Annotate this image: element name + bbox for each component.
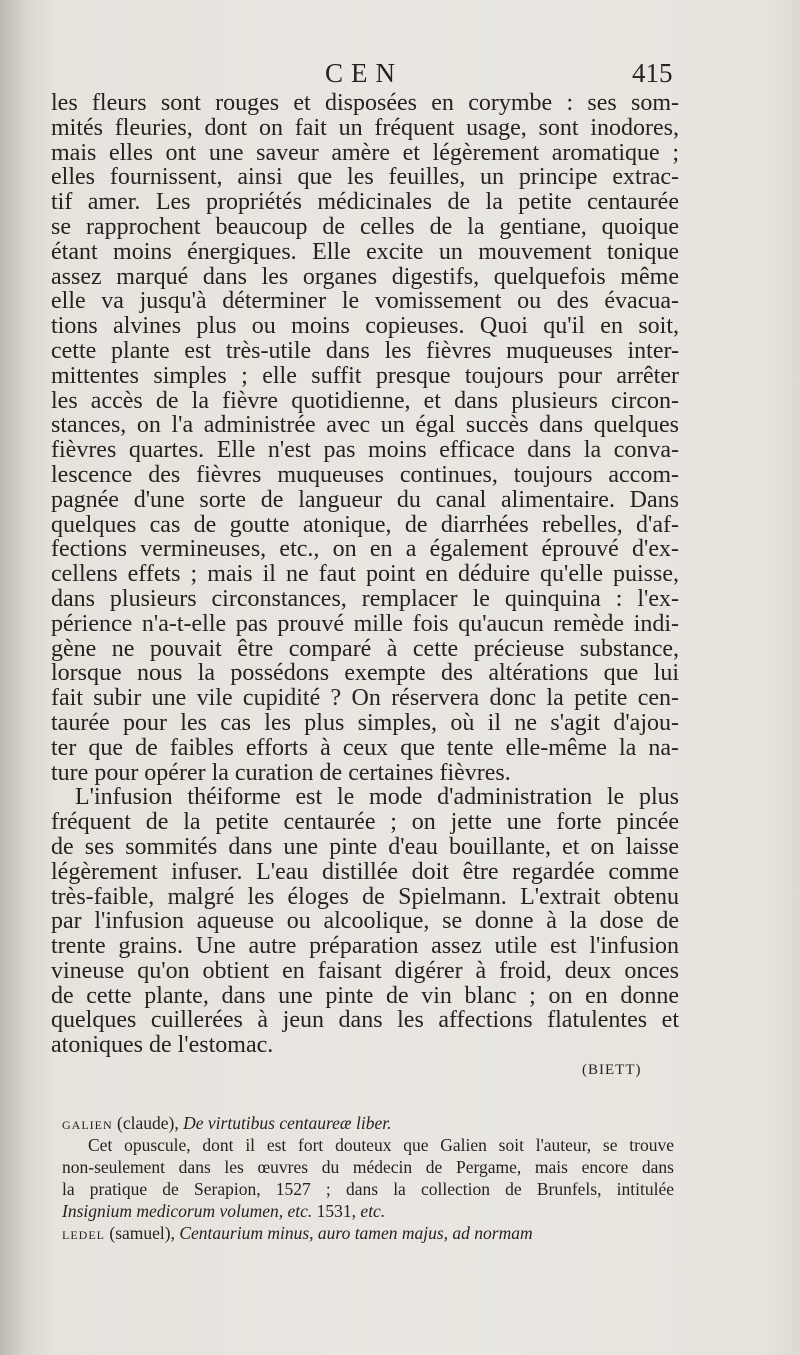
text-line: périence n'a-t-elle pas prouvé mille fois qu'aucun remède indi-	[51, 610, 679, 637]
text-line: mittentes simples ; elle suffit presque toujours pour arrêter	[51, 362, 679, 389]
biblio-note-line: non-seulement dans les œuvres du médecin de Pergame, mais encore dans	[62, 1157, 674, 1177]
biblio-note-line: Cet opuscule, dont il est fort douteux que Galien soit l'auteur, se trouve	[88, 1135, 674, 1155]
text-line: elles fournissent, ainsi que les feuilles, un principe extrac-	[51, 164, 679, 191]
article-body	[51, 91, 679, 1058]
text-line: L'infusion théiforme est le mode d'administration le plus	[75, 784, 679, 811]
author-signature: (BIETT)	[582, 1062, 642, 1078]
bibliography	[62, 1112, 674, 1244]
text-line: ture pour opérer la curation de certaines fièvres.	[51, 759, 511, 786]
biblio-title: Centaurium minus, auro tamen majus, ad normam	[179, 1223, 533, 1243]
text-line: dans plusieurs circonstances, remplacer le quinquina : l'ex-	[51, 585, 679, 612]
text-line: tions alvines plus ou moins copieuses. Quoi qu'il en soit,	[51, 313, 679, 340]
biblio-author: GALIEN	[62, 1118, 113, 1132]
text-line: fièvres quartes. Elle n'est pas moins efficace dans la conva-	[51, 437, 679, 464]
text-line: mités fleuries, dont on fait un fréquent usage, sont inodores,	[51, 114, 679, 141]
biblio-entry-ledel	[62, 1222, 674, 1244]
text-line: lescence des fièvres muqueuses continues, toujours accom-	[51, 461, 679, 488]
text-line: fait subir une vile cupidité ? On réservera donc la petite cen-	[51, 685, 679, 712]
text-line: stances, on l'a administrée avec un égal succès dans quelques	[51, 412, 679, 439]
text-line: atoniques de l'estomac.	[51, 1032, 274, 1059]
biblio-author-firstname: (samuel),	[109, 1223, 175, 1243]
biblio-author: LEDEL	[62, 1228, 105, 1242]
text-line: ter que de faibles efforts à ceux que tente elle-même la na-	[51, 734, 679, 761]
text-line: les accès de la fièvre quotidienne, et dans plusieurs circon-	[51, 387, 679, 414]
biblio-year: 1531,	[316, 1201, 357, 1221]
biblio-note-line: la pratique de Serapion, 1527 ; dans la collection de Brunfels, intitulée	[62, 1179, 674, 1199]
biblio-title: De virtutibus centaureæ liber.	[183, 1113, 392, 1133]
text-line: lorsque nous la possédons exempte des altérations que lui	[51, 660, 679, 687]
text-line: cellens effets ; mais il ne faut point en déduire qu'elle puisse,	[51, 561, 679, 588]
page-number: 415	[632, 58, 673, 88]
text-line: se rapprochent beaucoup de celles de la gentiane, quoique	[51, 213, 679, 240]
text-line: mais elles ont une saveur amère et légèrement aromatique ;	[51, 139, 679, 166]
text-line: quelques cas de goutte atonique, de diarrhées rebelles, d'af-	[51, 511, 679, 538]
text-line: fréquent de la petite centaurée ; on jette une forte pincée	[51, 809, 679, 836]
text-line: cette plante est très-utile dans les fièvres muqueuses inter-	[51, 337, 679, 364]
biblio-collection-title: Insignium medicorum volumen, etc.	[62, 1201, 313, 1221]
text-line: trente grains. Une autre préparation assez utile est l'infusion	[51, 933, 679, 960]
biblio-entry-galien	[62, 1112, 674, 1134]
text-line: taurée pour les cas les plus simples, où il ne s'agit d'ajou-	[51, 709, 679, 736]
text-line: par l'infusion aqueuse ou alcoolique, se donne à la dose de	[51, 908, 679, 935]
text-line: étant moins énergiques. Elle excite un mouvement tonique	[51, 238, 679, 265]
text-line: très-faible, malgré les éloges de Spielmann. L'extrait obtenu	[51, 883, 679, 910]
biblio-author-firstname: (claude),	[117, 1113, 179, 1133]
running-head: CEN	[325, 58, 403, 88]
text-line: quelques cuillerées à jeun dans les affections flatulentes et	[51, 1007, 679, 1034]
text-line: de ses sommités dans une pinte d'eau bouillante, et on laisse	[51, 833, 679, 860]
text-line: fections vermineuses, etc., on en a également éprouvé d'ex-	[51, 536, 679, 563]
text-line: tif amer. Les propriétés médicinales de la petite centaurée	[51, 189, 679, 216]
text-line: légèrement infuser. L'eau distillée doit être regardée comme	[51, 858, 679, 885]
biblio-note-line	[62, 1200, 674, 1222]
text-line: les fleurs sont rouges et disposées en corymbe : ses som-	[51, 90, 679, 116]
text-line: vineuse qu'on obtient en faisant digérer à froid, deux onces	[51, 957, 679, 984]
text-line: pagnée d'une sorte de langueur du canal alimentaire. Dans	[51, 486, 679, 513]
text-line: gène ne pouvait être comparé à cette précieuse substance,	[51, 635, 679, 662]
text-line: de cette plante, dans une pinte de vin blanc ; on en donne	[51, 982, 679, 1009]
biblio-etc: etc.	[360, 1201, 386, 1221]
text-line: assez marqué dans les organes digestifs, quelquefois même	[51, 263, 679, 290]
text-line: elle va jusqu'à déterminer le vomissement ou des évacua-	[51, 288, 679, 315]
